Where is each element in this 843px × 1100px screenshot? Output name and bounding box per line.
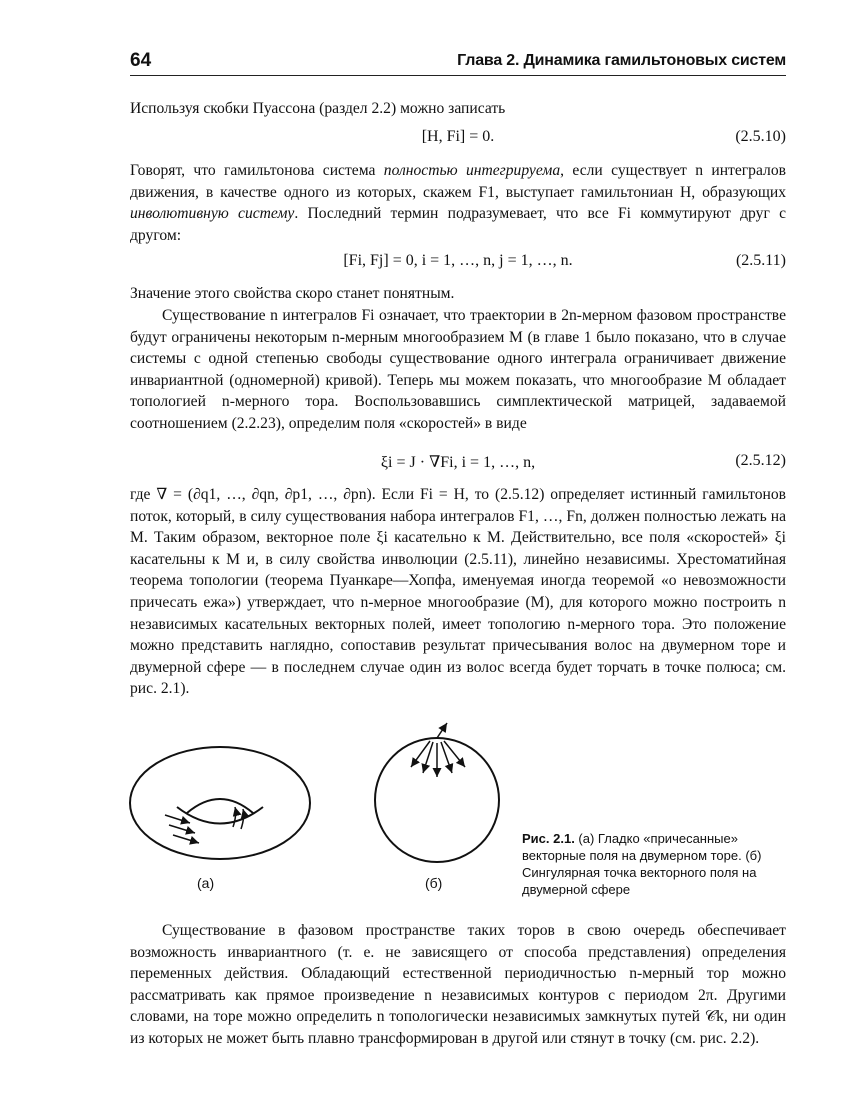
equation-number: (2.5.10) [735,128,786,145]
equation-number: (2.5.12) [735,452,786,469]
page-header [130,50,786,76]
paragraph-existence: Существование n интегралов Fi означает, что траектории в 2n-мерном фазовом пространстве будут ограничены некоторым n-мерным многообразием M (в главе 1 было показано, что в случае системы с одной степенью свободы существование одного интеграла ограничивает движение инвариантной (одномерной) кривой). Теперь мы можем показать, что многообразие M обладает топологией n-мерного тора. Воспользовавшись симплектической матрицей, задаваемой соотношением (2.2.23), определим поля «скоростей» в виде [130,307,786,432]
figure-2-1 [125,715,515,905]
equation-2-5-12 [130,452,786,476]
vector-arrow [411,741,430,767]
caption-head: Рис. 2.1. [522,831,575,846]
paragraph-meaning: Значение этого свойства скоро станет понятным. [130,285,455,302]
emphasis-term: инволютивную систему [130,205,295,223]
paragraph-integrable [130,160,786,246]
paragraph-hamiltonian-flow: где ∇ = (∂q1, …, ∂qn, ∂p1, …, ∂pn). Если Fi = H, то (2.5.12) определяет истинный гамильтонов поток, который, в силу существования набора интегралов F1, …, Fn, должен полностью лежать на M. Таким образом, векторное поле ξi касательно к M. Действительно, все поля «скоростей» ξi касательны к M и, в силу свойства инволюции (2.5.11), линейно независимы. Хрестоматийная теорема топологии (теорема Пуанкаре—Хопфа, именуемая иногда теоремой «о невозможности причесать ежа») утверждает, что n-мерное многообразие (M), для которого можно построить n независимых касательных векторных полей, имеет топологию n-мерного тора. Это положение можно представить наглядно, сопоставив результат причесывания волос на двумерном торе и двумерной сфере — в последнем случае один из волос всегда будет торчать в точке полюса; см. рис. 2.1). [130,486,786,698]
equation-formula: [Fi, Fj] = 0, i = 1, …, n, j = 1, …, n. [343,252,573,269]
singular-vector [437,723,447,738]
figure-label-b: (б) [425,875,443,891]
paragraph-action-variables: Существование в фазовом пространстве таких торов в свою очередь обеспечивает возможность инвариантного (т. е. не зависящего от способа представления) определения переменных действия. Обладающий естественной периодичностью n-мерный тор можно рассматривать как прямое произведение n независимых контуров с периодом 2π. Другими словами, на торе можно определить n топологически независимых замкнутых путей 𝒞k, ни один из которых не может быть плавно трансформирован в другой или стянут в точку (см. рис. 2.2). [130,922,786,1047]
sphere-drawing [375,723,499,862]
vector-arrow [173,835,199,843]
figure-label-a: (а) [197,875,215,891]
equation-number: (2.5.11) [735,252,786,269]
para-text: , если существует n интегралов движения, в качестве одного из которых, скажем F1, выступает гамильтониан H, образующих [130,162,786,201]
para-text: Говорят, что гамильтонова система [130,162,384,179]
equation-2-5-10 [130,128,786,152]
header-rule [130,75,786,76]
vector-arrow [444,741,465,767]
torus-drawing [130,747,310,859]
vector-arrow [441,742,452,773]
equation-2-5-11 [130,252,786,276]
para-text: . Последний термин подразумевает, что все Fi коммутируют друг с другом: [130,205,786,244]
figure-caption [522,830,784,898]
intro-line: Используя скобки Пуассона (раздел 2.2) можно записать [130,100,506,117]
chapter-title: Глава 2. Динамика гамильтоновых систем [457,52,786,69]
vector-arrow [165,815,190,823]
equation-formula: [H, Fi] = 0. [421,128,495,145]
vector-arrow [233,807,236,827]
equation-formula: ξi = J · ∇Fi, i = 1, …, n, [380,454,536,471]
vector-arrow [423,742,433,773]
caption-text: (а) Гладко «причесанные» векторные поля на двумерном торе. (б) Сингулярная точка векторного поля на двумерной сфере [522,831,762,897]
vector-arrow [169,825,195,833]
page-number: 64 [130,50,152,71]
emphasis-term: полностью интегрируема [383,162,561,179]
torus-outer [130,747,310,859]
